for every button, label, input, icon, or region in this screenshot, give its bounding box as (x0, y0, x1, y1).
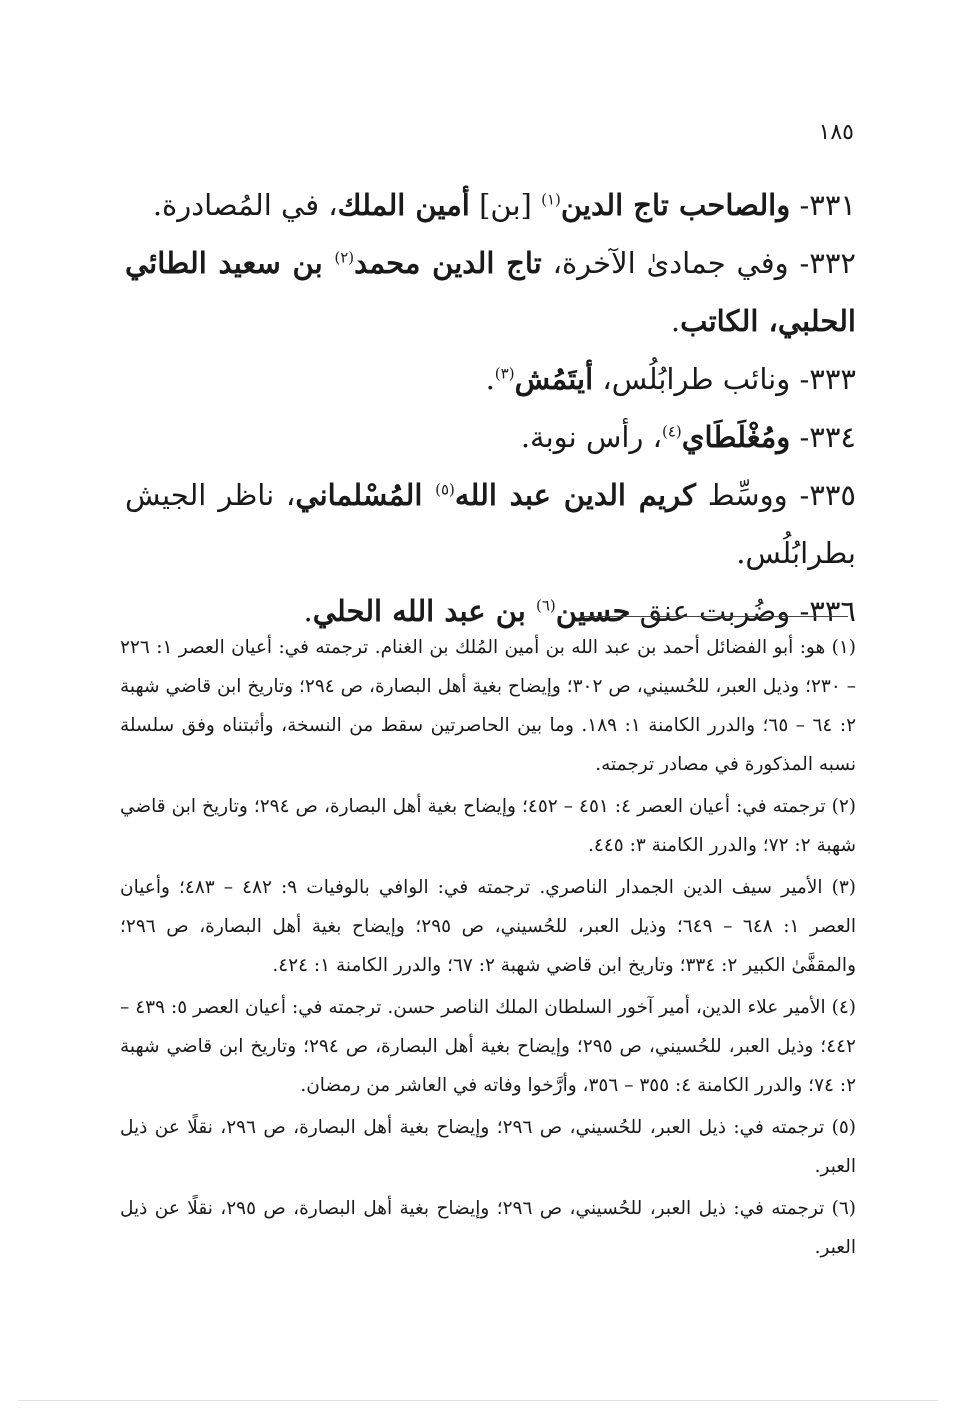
entry-text: . (485, 362, 495, 396)
scan-edge-line (18, 1400, 938, 1401)
entry-text: ، في المُصادرة. (152, 188, 338, 222)
footnote-divider (580, 616, 848, 617)
entry-name: المُسْلماني (295, 478, 436, 512)
footnote-ref: (٤) (662, 422, 682, 441)
entry-name: أيتَمُش (514, 362, 594, 396)
entry-text: ونائب طرابُلُس، (593, 362, 791, 396)
entry-text: . (670, 304, 681, 338)
footnote-6: (٦) ترجمته في: ذيل العبر، للحُسيني، ص ٢٩٦؛ وإيضاح بغية أهل البصارة، ص ٢٩٥، نقلًا عن ذيل العبر. (120, 1198, 856, 1258)
entry-text: وفي جمادىٰ الآخرة، (541, 246, 789, 280)
entry-text: ووسِّط (695, 478, 788, 512)
entry-name: حسين (555, 594, 631, 628)
entry-name: أمين الملك (337, 188, 470, 222)
entry-text: [بن] (469, 188, 542, 222)
entry-name: بن عبد الله الحلي (312, 594, 536, 628)
footnote-3: (٣) الأمير سيف الدين الجمدار الناصري. ترجمته في: الوافي بالوفيات ٩: ٤٨٢ – ٤٨٣؛ وأعيان العصر ١: ٦٤٨ – ٦٤٩؛ وذيل العبر، للحُسيني، ص ٢٩٥؛ وإيضاح بغية أهل البصارة، ص ٢٩٦؛ والمقفَّىٰ الكبير ٢: ٣٣٤؛ وتاريخ ابن قاضي شهبة ٢: ٦٧؛ والدرر الكامنة ١: ٤٢٤. (120, 877, 856, 976)
entry-name: بن سعيد الطائي الحلبي، الكاتب (125, 246, 856, 338)
entry-text: ، ناظر الجيش بطرابُلُس. (125, 478, 856, 570)
entry-name: كريم الدين عبد الله (454, 478, 696, 512)
footnote-4: (٤) الأمير علاء الدين، أمير آخور السلطان الملك الناصر حسن. ترجمته في: أعيان العصر ٥: ٤٣٩ – ٤٤٢؛ وذيل العبر، للحُسيني، ص ٢٩٥؛ وإيضاح بغية أهل البصارة، ص ٢٩٤؛ وتاريخ ابن قاضي شهبة ٢: ٧٤؛ والدرر الكامنة ٤: ٣٥٥ – ٣٥٦، وأرَّخوا وفاته في العاشر من رمضان. (120, 997, 856, 1096)
footnotes (120, 628, 856, 1267)
entry-name: ومُغْلَطَاي (681, 420, 791, 454)
entry-334 (125, 408, 856, 466)
entry-name: والصاحب تاج الدين (560, 188, 791, 222)
entry-331 (125, 176, 856, 234)
entry-335 (125, 466, 856, 582)
entry-name: تاج الدين محمد (354, 246, 542, 280)
entry-333 (125, 350, 856, 408)
entry-number: ٣٣٤- (790, 420, 856, 454)
entry-text: ، رأس نوبة. (520, 420, 662, 454)
entry-number: ٣٣٥- (787, 478, 856, 512)
page-number: ١٨٥ (818, 120, 854, 145)
footnote-ref: (٦) (535, 596, 556, 615)
footnote-1: (١) هو: أبو الفضائل أحمد بن عبد الله بن أمين المُلك بن الغنام. ترجمته في: أعيان العصر ١: ٢٢٦ – ٢٣٠؛ وذيل العبر، للحُسيني، ص ٣٠٢؛ وإيضاح بغية أهل البصارة، ص ٢٩٤؛ وتاريخ ابن قاضي شهبة ٢: ٦٤ – ٦٥؛ والدرر الكامنة ١: ١٨٩. وما بين الحاصرتين سقط من النسخة، وأثبتناه وفق سلسلة نسبه المذكورة في مصادر ترجمته. (120, 637, 856, 775)
footnote-5: (٥) ترجمته في: ذيل العبر، للحُسيني، ص ٢٩٦؛ وإيضاح بغية أهل البصارة، ص ٢٩٦، نقلًا عن ذيل العبر. (120, 1117, 856, 1177)
entry-number: ٣٣١- (790, 188, 856, 222)
entry-text: . (303, 594, 313, 628)
footnote-ref: (٢) (334, 248, 355, 267)
footnote-2: (٢) ترجمته في: أعيان العصر ٤: ٤٥١ – ٤٥٢؛ وإيضاح بغية أهل البصارة، ص ٢٩٤؛ وتاريخ ابن قاضي شهبة ٢: ٧٢؛ والدرر الكامنة ٣: ٤٤٥. (120, 796, 856, 856)
entry-332 (125, 234, 856, 350)
entry-number: ٣٣٦- (790, 594, 856, 628)
entry-number: ٣٣٣- (790, 362, 856, 396)
footnote-ref: (٥) (435, 480, 455, 499)
entry-text: وضُربت عنق (630, 594, 791, 628)
footnote-ref: (٣) (494, 364, 515, 383)
entry-number: ٣٣٢- (788, 246, 856, 280)
entries-list (125, 176, 856, 640)
footnote-ref: (١) (541, 190, 561, 209)
